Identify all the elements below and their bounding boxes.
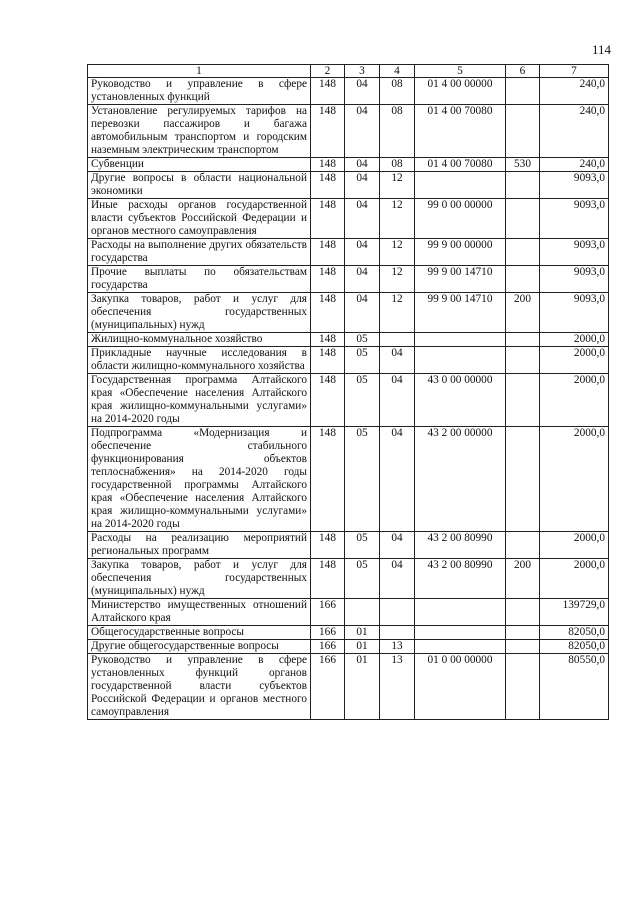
- cell-target-article: [415, 599, 506, 626]
- cell-expense-type: [506, 599, 540, 626]
- cell-section: 04: [345, 239, 380, 266]
- cell-ministry-code: 166: [311, 626, 345, 640]
- cell-item-name: Руководство и управление в сфере установленных функций органов государственной власти субъектов Российской Федерации и органов местного самоуправления: [88, 654, 311, 720]
- cell-item-name: Установление регулируемых тарифов на перевозки пассажиров и багажа автомобильным транспортом и городским наземным электрическим транспортом: [88, 105, 311, 158]
- cell-section: 01: [345, 640, 380, 654]
- table-row: [88, 640, 609, 654]
- cell-target-article: [415, 626, 506, 640]
- cell-target-article: 43 2 00 80990: [415, 559, 506, 599]
- cell-ministry-code: 148: [311, 427, 345, 532]
- cell-item-name: Жилищно-коммунальное хозяйство: [88, 333, 311, 347]
- column-header: 4: [380, 65, 415, 78]
- cell-amount: 2000,0: [540, 333, 609, 347]
- cell-target-article: 01 4 00 70080: [415, 105, 506, 158]
- cell-amount: 2000,0: [540, 532, 609, 559]
- cell-target-article: [415, 333, 506, 347]
- cell-section: [345, 599, 380, 626]
- cell-subsection: [380, 599, 415, 626]
- cell-expense-type: [506, 640, 540, 654]
- cell-amount: 9093,0: [540, 266, 609, 293]
- cell-item-name: Государственная программа Алтайского края «Обеспечение населения Алтайского края жилищно-коммунальными услугами» на 2014-2020 годы: [88, 374, 311, 427]
- table-row: [88, 78, 609, 105]
- cell-subsection: 04: [380, 532, 415, 559]
- page-number: 114: [592, 42, 612, 57]
- cell-target-article: [415, 347, 506, 374]
- column-header: 2: [311, 65, 345, 78]
- cell-item-name: Закупка товаров, работ и услуг для обеспечения государственных (муниципальных) нужд: [88, 293, 311, 333]
- cell-subsection: [380, 626, 415, 640]
- cell-ministry-code: 148: [311, 374, 345, 427]
- table-row: [88, 559, 609, 599]
- cell-target-article: 43 0 00 00000: [415, 374, 506, 427]
- table-row: [88, 172, 609, 199]
- cell-section: 05: [345, 559, 380, 599]
- cell-ministry-code: 166: [311, 640, 345, 654]
- cell-item-name: Прикладные научные исследования в области жилищно-коммунального хозяйства: [88, 347, 311, 374]
- cell-section: 01: [345, 654, 380, 720]
- cell-ministry-code: 148: [311, 293, 345, 333]
- cell-ministry-code: 148: [311, 333, 345, 347]
- cell-item-name: Руководство и управление в сфере установленных функций: [88, 78, 311, 105]
- cell-section: 04: [345, 105, 380, 158]
- cell-ministry-code: 166: [311, 654, 345, 720]
- cell-amount: 9093,0: [540, 293, 609, 333]
- cell-expense-type: 200: [506, 293, 540, 333]
- cell-target-article: 99 0 00 00000: [415, 199, 506, 239]
- cell-amount: 2000,0: [540, 559, 609, 599]
- cell-target-article: 01 4 00 00000: [415, 78, 506, 105]
- cell-subsection: 12: [380, 239, 415, 266]
- column-header: 7: [540, 65, 609, 78]
- cell-item-name: Другие вопросы в области национальной экономики: [88, 172, 311, 199]
- cell-target-article: [415, 640, 506, 654]
- cell-subsection: [380, 333, 415, 347]
- table-row: [88, 239, 609, 266]
- cell-ministry-code: 148: [311, 105, 345, 158]
- table-row: [88, 599, 609, 626]
- table-row: [88, 427, 609, 532]
- cell-amount: 2000,0: [540, 347, 609, 374]
- cell-target-article: 99 9 00 00000: [415, 239, 506, 266]
- cell-amount: 240,0: [540, 105, 609, 158]
- cell-subsection: 08: [380, 78, 415, 105]
- cell-subsection: 12: [380, 199, 415, 239]
- cell-target-article: 99 9 00 14710: [415, 293, 506, 333]
- cell-item-name: Другие общегосударственные вопросы: [88, 640, 311, 654]
- column-header: 6: [506, 65, 540, 78]
- cell-subsection: 04: [380, 374, 415, 427]
- cell-expense-type: [506, 626, 540, 640]
- cell-subsection: 12: [380, 266, 415, 293]
- table-row: [88, 532, 609, 559]
- table-row: [88, 293, 609, 333]
- cell-section: 04: [345, 78, 380, 105]
- cell-expense-type: [506, 654, 540, 720]
- cell-expense-type: [506, 78, 540, 105]
- cell-item-name: Расходы на выполнение других обязательств государства: [88, 239, 311, 266]
- table-row: [88, 266, 609, 293]
- cell-expense-type: [506, 374, 540, 427]
- cell-target-article: [415, 172, 506, 199]
- cell-ministry-code: 148: [311, 532, 345, 559]
- cell-amount: 2000,0: [540, 374, 609, 427]
- cell-subsection: 08: [380, 158, 415, 172]
- table-row: [88, 158, 609, 172]
- table-row: [88, 347, 609, 374]
- cell-expense-type: [506, 333, 540, 347]
- budget-table: [87, 64, 609, 720]
- cell-section: 05: [345, 374, 380, 427]
- cell-expense-type: [506, 105, 540, 158]
- cell-target-article: 01 4 00 70080: [415, 158, 506, 172]
- cell-item-name: Подпрограмма «Модернизация и обеспечение стабильного функционирования объектов теплоснабжения» на 2014-2020 годы государственной программы Алтайского края «Обеспечение населения Алтайского края жилищно-коммунальными услугами» на 2014-2020 годы: [88, 427, 311, 532]
- cell-subsection: 04: [380, 347, 415, 374]
- table-row: [88, 374, 609, 427]
- cell-section: 05: [345, 333, 380, 347]
- cell-section: 04: [345, 199, 380, 239]
- cell-section: 05: [345, 427, 380, 532]
- cell-section: 04: [345, 172, 380, 199]
- cell-amount: 2000,0: [540, 427, 609, 532]
- cell-target-article: 99 9 00 14710: [415, 266, 506, 293]
- cell-subsection: 04: [380, 427, 415, 532]
- table-row: [88, 105, 609, 158]
- cell-ministry-code: 166: [311, 599, 345, 626]
- cell-section: 04: [345, 266, 380, 293]
- cell-subsection: 08: [380, 105, 415, 158]
- cell-amount: 82050,0: [540, 640, 609, 654]
- cell-expense-type: 200: [506, 559, 540, 599]
- table-row: [88, 626, 609, 640]
- cell-section: 05: [345, 347, 380, 374]
- cell-item-name: Расходы на реализацию мероприятий региональных программ: [88, 532, 311, 559]
- cell-ministry-code: 148: [311, 172, 345, 199]
- cell-expense-type: [506, 199, 540, 239]
- cell-amount: 9093,0: [540, 199, 609, 239]
- cell-amount: 240,0: [540, 158, 609, 172]
- cell-ministry-code: 148: [311, 199, 345, 239]
- cell-expense-type: [506, 347, 540, 374]
- cell-subsection: 13: [380, 654, 415, 720]
- cell-ministry-code: 148: [311, 239, 345, 266]
- cell-item-name: Закупка товаров, работ и услуг для обеспечения государственных (муниципальных) нужд: [88, 559, 311, 599]
- cell-expense-type: [506, 239, 540, 266]
- cell-amount: 139729,0: [540, 599, 609, 626]
- cell-item-name: Иные расходы органов государственной власти субъектов Российской Федерации и органов местного самоуправления: [88, 199, 311, 239]
- cell-item-name: Общегосударственные вопросы: [88, 626, 311, 640]
- cell-subsection: 12: [380, 172, 415, 199]
- cell-target-article: 43 2 00 00000: [415, 427, 506, 532]
- cell-expense-type: [506, 427, 540, 532]
- table-row: [88, 333, 609, 347]
- table-row: [88, 199, 609, 239]
- cell-target-article: 43 2 00 80990: [415, 532, 506, 559]
- cell-amount: 82050,0: [540, 626, 609, 640]
- cell-ministry-code: 148: [311, 158, 345, 172]
- cell-section: 01: [345, 626, 380, 640]
- column-header: 1: [88, 65, 311, 78]
- cell-subsection: 12: [380, 293, 415, 333]
- cell-ministry-code: 148: [311, 347, 345, 374]
- cell-item-name: Субвенции: [88, 158, 311, 172]
- cell-section: 04: [345, 158, 380, 172]
- cell-amount: 9093,0: [540, 239, 609, 266]
- cell-section: 05: [345, 532, 380, 559]
- cell-ministry-code: 148: [311, 78, 345, 105]
- column-header: 5: [415, 65, 506, 78]
- cell-amount: 240,0: [540, 78, 609, 105]
- cell-amount: 80550,0: [540, 654, 609, 720]
- column-header: 3: [345, 65, 380, 78]
- cell-amount: 9093,0: [540, 172, 609, 199]
- cell-expense-type: [506, 532, 540, 559]
- cell-expense-type: 530: [506, 158, 540, 172]
- cell-expense-type: [506, 266, 540, 293]
- cell-subsection: 04: [380, 559, 415, 599]
- cell-ministry-code: 148: [311, 266, 345, 293]
- cell-item-name: Прочие выплаты по обязательствам государства: [88, 266, 311, 293]
- cell-subsection: 13: [380, 640, 415, 654]
- cell-ministry-code: 148: [311, 559, 345, 599]
- table-header-row: [88, 65, 609, 78]
- cell-expense-type: [506, 172, 540, 199]
- cell-section: 04: [345, 293, 380, 333]
- cell-item-name: Министерство имущественных отношений Алтайского края: [88, 599, 311, 626]
- table-row: [88, 654, 609, 720]
- cell-target-article: 01 0 00 00000: [415, 654, 506, 720]
